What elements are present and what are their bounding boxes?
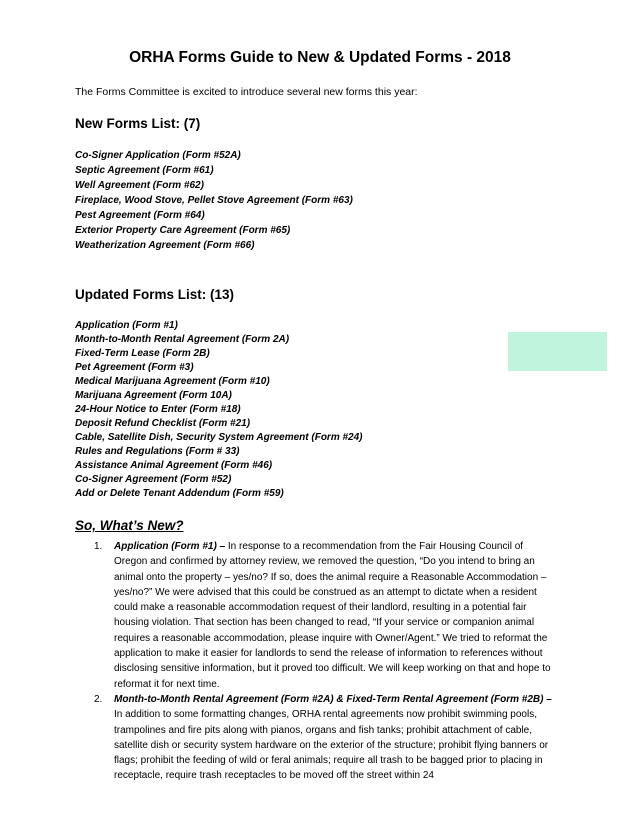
page-title: ORHA Forms Guide to New & Updated Forms - 2018 xyxy=(129,49,511,66)
list-item: Fixed-Term Lease (Form 2B) xyxy=(75,348,210,359)
item-dash: – xyxy=(543,693,552,705)
list-item: Pet Agreement (Form #3) xyxy=(75,362,194,373)
list-item: Septic Agreement (Form #61) xyxy=(75,165,214,176)
list-item: Fireplace, Wood Stove, Pellet Stove Agreement (Form #63) xyxy=(75,195,353,206)
item-number: 1. xyxy=(94,541,103,552)
item-text: In response to a recommendation from the Fair Housing Council of Oregon and confirmed by attorney review, we removed the question, “Do you intend to bring an animal onto the property – yes/no? If so, does the animal require a Reasonable Accommodation – yes/no?” We were advised that this could be construed as an attempt to dictate when a resident could make a reasonable accommodation request of their landlord, resulting in a potential fair housing violation. That section has been changed to read, “If your service or companion animal requires a reasonable accommodation, please inquire with Owner/Agent.” We tried to reformat the application to make it easier for landlords to send the release of information to references without disclosing sensitive information, but it proved too difficult. We will keep working on that and hope to reformat it for next time. xyxy=(114,541,551,690)
item-number: 2. xyxy=(94,693,103,705)
list-item: Assistance Animal Agreement (Form #46) xyxy=(75,460,273,471)
highlight-box xyxy=(508,332,607,371)
list-item: Co-Signer Agreement (Form #52) xyxy=(75,474,232,485)
list-item: Medical Marijuana Agreement (Form #10) xyxy=(75,376,270,387)
new-forms-list xyxy=(75,148,353,253)
whats-new-list xyxy=(0,539,558,784)
whats-new-heading: So, What’s New? xyxy=(75,518,184,533)
list-item: Add or Delete Tenant Addendum (Form #59) xyxy=(75,488,284,499)
item-heading: Month-to-Month Rental Agreement (Form #2A) & Fixed-Term Rental Agreement (Form #2B) xyxy=(114,693,544,705)
list-item: Rules and Regulations (Form # 33) xyxy=(75,446,240,457)
list-item: Co-Signer Application (Form #52A) xyxy=(75,150,241,161)
new-forms-heading: New Forms List: (7) xyxy=(75,116,201,131)
list-item: Weatherization Agreement (Form #66) xyxy=(75,240,255,251)
item-heading: Application (Form #1) – xyxy=(114,541,226,552)
change-item-application xyxy=(0,539,558,692)
updated-forms-heading: Updated Forms List: (13) xyxy=(75,287,235,302)
item-body xyxy=(114,692,558,784)
list-item: 24-Hour Notice to Enter (Form #18) xyxy=(75,404,241,415)
list-item: Month-to-Month Rental Agreement (Form 2A) xyxy=(75,334,290,345)
item-body xyxy=(114,539,558,692)
list-item: Well Agreement (Form #62) xyxy=(75,180,204,191)
list-item: Exterior Property Care Agreement (Form #65) xyxy=(75,225,291,236)
item-text: In addition to some formatting changes, ORHA rental agreements now prohibit swimming pools, trampolines and fire pits along with pianos, organs and fish tanks; prohibit attachment of cable, satellite dish or security system hardware on the exterior of the structure; prohibit flying banners or flags; prohibit the feeding of wild or feral animals; require all trash to be bagged prior to placing in receptacle, require trash receptacles to be moved off the street within 24 xyxy=(114,709,549,782)
list-item: Cable, Satellite Dish, Security System Agreement (Form #24) xyxy=(75,432,363,443)
change-item-rental-agreement xyxy=(0,692,558,784)
list-item: Deposit Refund Checklist (Form #21) xyxy=(75,418,251,429)
list-item: Marijuana Agreement (Form 10A) xyxy=(75,390,232,401)
updated-forms-list xyxy=(75,319,363,501)
intro-text: The Forms Committee is excited to introduce several new forms this year: xyxy=(75,86,418,98)
list-item: Application (Form #1) xyxy=(75,320,178,331)
list-item: Pest Agreement (Form #64) xyxy=(75,210,205,221)
